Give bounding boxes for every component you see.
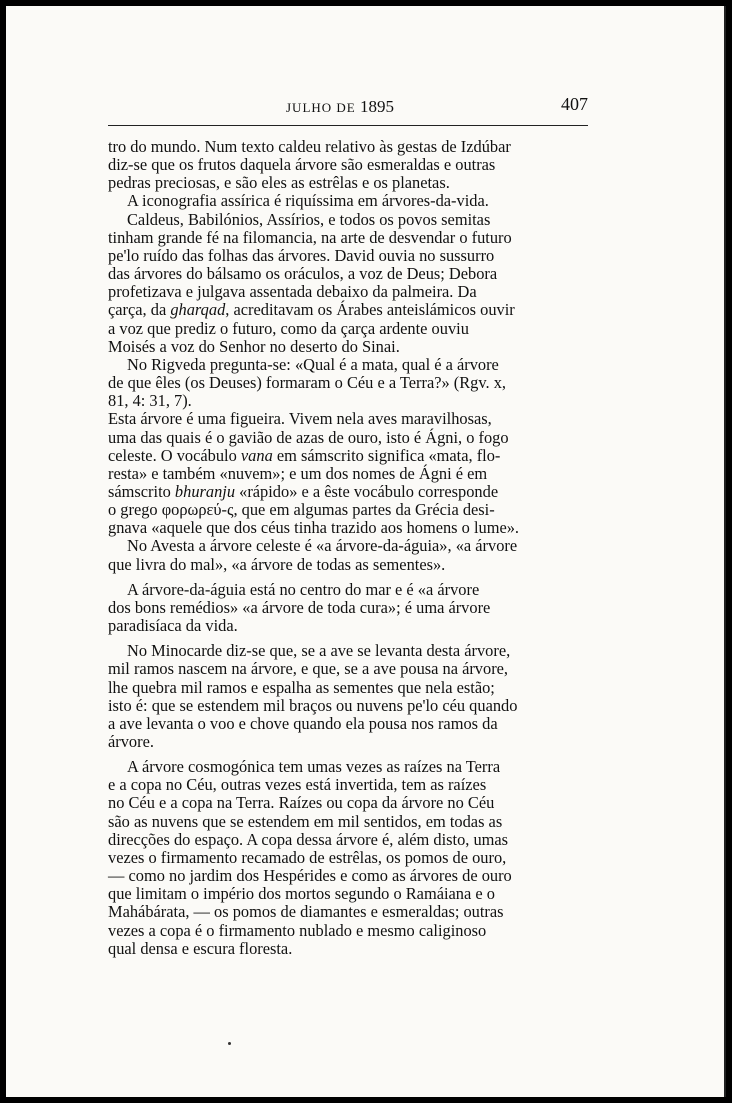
text-line: Caldeus, Babilónios, Assírios, e todos os povos semitas bbox=[127, 209, 491, 229]
italic-term: gharqad bbox=[170, 300, 226, 320]
text-line: gnava «aquele que dos céus tinha trazido aos homens o lume». bbox=[108, 518, 520, 538]
text-line: 81, 4: 31, 7). bbox=[108, 391, 192, 411]
text-line: são as nuvens que se estendem em mil sentidos, em todas as bbox=[108, 811, 503, 831]
running-head-month: JULHO DE bbox=[286, 100, 356, 115]
paragraph bbox=[108, 356, 588, 410]
text-line bbox=[108, 482, 498, 501]
text-line: a voz que prediz o futuro, como da çarça ardente ouviu bbox=[108, 318, 469, 338]
text-line: No Rigveda pregunta-se: «Qual é a mata, qual é a árvore bbox=[127, 354, 499, 374]
paragraph bbox=[108, 192, 588, 210]
text-line: das árvores do bálsamo os oráculos, a voz de Deus; Debora bbox=[108, 264, 498, 284]
text-line: pedras preciosas, e são eles as estrêlas e os planetas. bbox=[108, 173, 450, 193]
text-line: dos bons remédios» «a árvore de toda cura»; é uma árvore bbox=[108, 597, 491, 617]
text-line bbox=[108, 300, 515, 319]
text-segment: celeste. O vocábulo bbox=[108, 445, 241, 465]
text-line: direcções do espaço. A copa dessa árvore é, além disto, umas bbox=[108, 829, 509, 849]
text-line: — como no jardim dos Hespérides e como as árvores de ouro bbox=[108, 866, 512, 886]
text-line: Mahábárata, — os pomos de diamantes e esmeraldas; outras bbox=[108, 902, 504, 922]
text-line: A árvore cosmogónica tem umas vezes as raízes na Terra bbox=[127, 757, 501, 777]
text-segment: , acreditavam os Árabes anteislámicos ouvir bbox=[225, 300, 515, 320]
text-line: que livra do mal», «a árvore de todas as sementes». bbox=[108, 554, 446, 574]
paragraph bbox=[108, 581, 588, 635]
text-line: A árvore-da-águia está no centro do mar e é «a árvore bbox=[127, 579, 480, 599]
text-line: profetizava e julgava assentada debaixo da palmeira. Da bbox=[108, 282, 477, 302]
text-line: paradisíaca da vida. bbox=[108, 616, 238, 636]
paragraph bbox=[108, 758, 588, 958]
text-line: tro do mundo. Num texto caldeu relativo às gestas de Izdúbar bbox=[108, 137, 511, 156]
paragraph bbox=[108, 410, 588, 537]
text-line: No Minocarde diz-se que, se a ave se levanta desta árvore, bbox=[127, 641, 511, 661]
page-header bbox=[108, 94, 588, 120]
print-speck bbox=[228, 1042, 231, 1045]
body-text bbox=[108, 138, 588, 958]
text-line: No Avesta a árvore celeste é «a árvore-da-águia», «a árvore bbox=[127, 536, 518, 556]
text-line: a ave levanta o voo e chove quando ela pousa nos ramos da bbox=[108, 713, 498, 733]
running-head bbox=[286, 97, 394, 117]
text-segment: sámscrito bbox=[108, 481, 175, 501]
text-line: qual densa e escura floresta. bbox=[108, 938, 293, 958]
text-segment: «rápido» e a êste vocábulo corresponde bbox=[235, 481, 499, 501]
header-rule bbox=[108, 125, 588, 126]
text-line: no Céu e a copa na Terra. Raízes ou copa da árvore no Céu bbox=[108, 793, 495, 813]
book-page bbox=[6, 6, 726, 1097]
paragraph bbox=[108, 211, 588, 356]
text-segment: em sámscrito significa «mata, flo- bbox=[272, 445, 501, 465]
text-line bbox=[108, 446, 500, 465]
text-line: de que êles (os Deuses) formaram o Céu e a Terra?» (Rgv. x, bbox=[108, 373, 506, 393]
text-line: vezes o firmamento recamado de estrêlas, os pomos de ouro, bbox=[108, 847, 507, 867]
text-line: diz-se que os frutos daquela árvore são esmeraldas e outras bbox=[108, 155, 496, 175]
text-line: resta» e também «nuvem»; e um dos nomes de Ágni é em bbox=[108, 463, 488, 483]
text-line: vezes a copa é o firmamento nublado e mesmo caliginoso bbox=[108, 920, 487, 940]
italic-term: vana bbox=[240, 445, 273, 465]
text-line: Moisés a voz do Senhor no deserto do Sinai. bbox=[108, 336, 400, 356]
text-line: árvore. bbox=[108, 732, 154, 751]
text-line: o grego φορωρεύ-ς, que em algumas partes da Grécia desi- bbox=[108, 500, 495, 520]
paragraph bbox=[108, 537, 588, 573]
text-line: que limitam o império dos mortos segundo o Ramáiana e o bbox=[108, 884, 495, 904]
running-head-year: 1895 bbox=[360, 97, 394, 116]
text-line: Esta árvore é uma figueira. Vivem nela aves maravilhosas, bbox=[108, 409, 492, 429]
text-line: A iconografia assírica é riquíssima em árvores-da-vida. bbox=[127, 191, 489, 211]
text-line: e a copa no Céu, outras vezes está invertida, tem as raízes bbox=[108, 775, 487, 795]
text-segment: çarça, da bbox=[108, 300, 171, 320]
text-line: lhe quebra mil ramos e espalha as sementes que nela estão; bbox=[108, 677, 495, 697]
text-line: isto é: que se estendem mil braços ou nuvens pe'lo céu quando bbox=[108, 695, 518, 715]
italic-term: bhuranju bbox=[174, 481, 236, 501]
paragraph bbox=[108, 642, 588, 751]
text-line: uma das quais é o gavião de azas de ouro, isto é Ágni, o fogo bbox=[108, 427, 509, 447]
page-number: 407 bbox=[561, 94, 588, 114]
paragraph bbox=[108, 138, 588, 192]
text-line: pe'lo ruído das folhas das árvores. David ouvia no sussurro bbox=[108, 245, 495, 265]
text-line: mil ramos nascem na árvore, e que, se a ave pousa na árvore, bbox=[108, 659, 509, 679]
text-line: tinham grande fé na filomancia, na arte de desvendar o futuro bbox=[108, 227, 512, 247]
